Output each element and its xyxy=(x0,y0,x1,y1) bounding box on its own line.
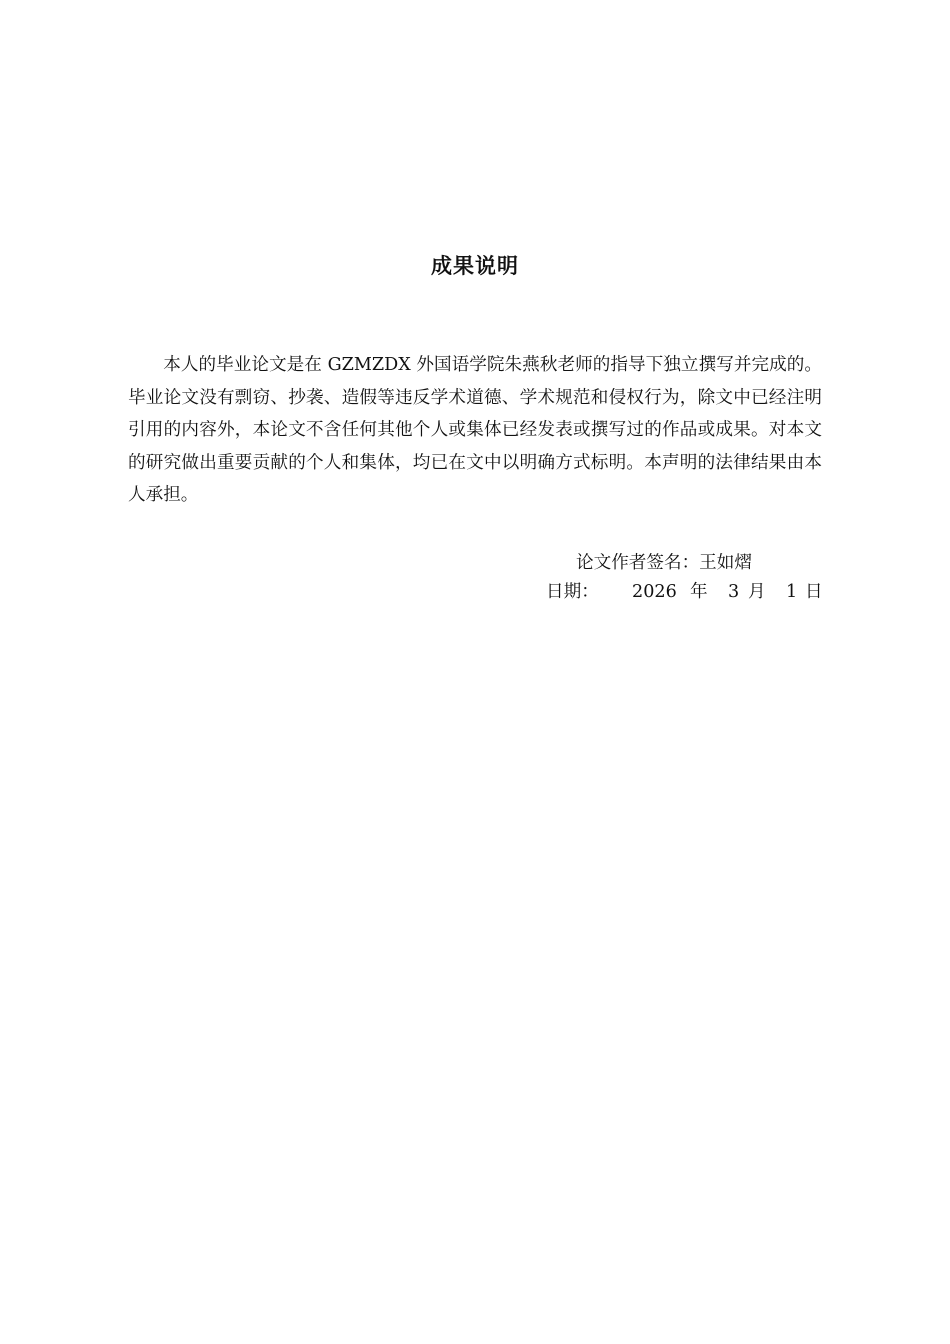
date-year-unit: 年 xyxy=(690,582,708,602)
date-month-unit: 月 xyxy=(748,582,766,602)
page-title: 成果说明 xyxy=(431,254,519,278)
declaration-paragraph: 本人的毕业论文是在 GZMZDX 外国语学院朱燕秋老师的指导下独立撰写并完成的。毕业论文没有剽窃、抄袭、造假等违反学术道德、学术规范和侵权行为，除文中已经注明引用的内容外，本论文不含任何其他个人或集体已经发表或撰写过的作品或成果。对本文的研究做出重要贡献的个人和集体，均已在文中以明确方式标明。本声明的法律结果由本人承担。 xyxy=(128,355,822,505)
date-year: 2026 xyxy=(632,582,677,602)
signature-name: 王如熠 xyxy=(699,553,752,573)
date-day-unit: 日 xyxy=(805,582,823,602)
date-day: 1 xyxy=(786,582,798,602)
author-signature-line xyxy=(576,549,752,577)
signature-label: 论文作者签名： xyxy=(576,553,700,573)
date-label: 日期： xyxy=(546,582,599,602)
date-month: 3 xyxy=(728,582,740,602)
